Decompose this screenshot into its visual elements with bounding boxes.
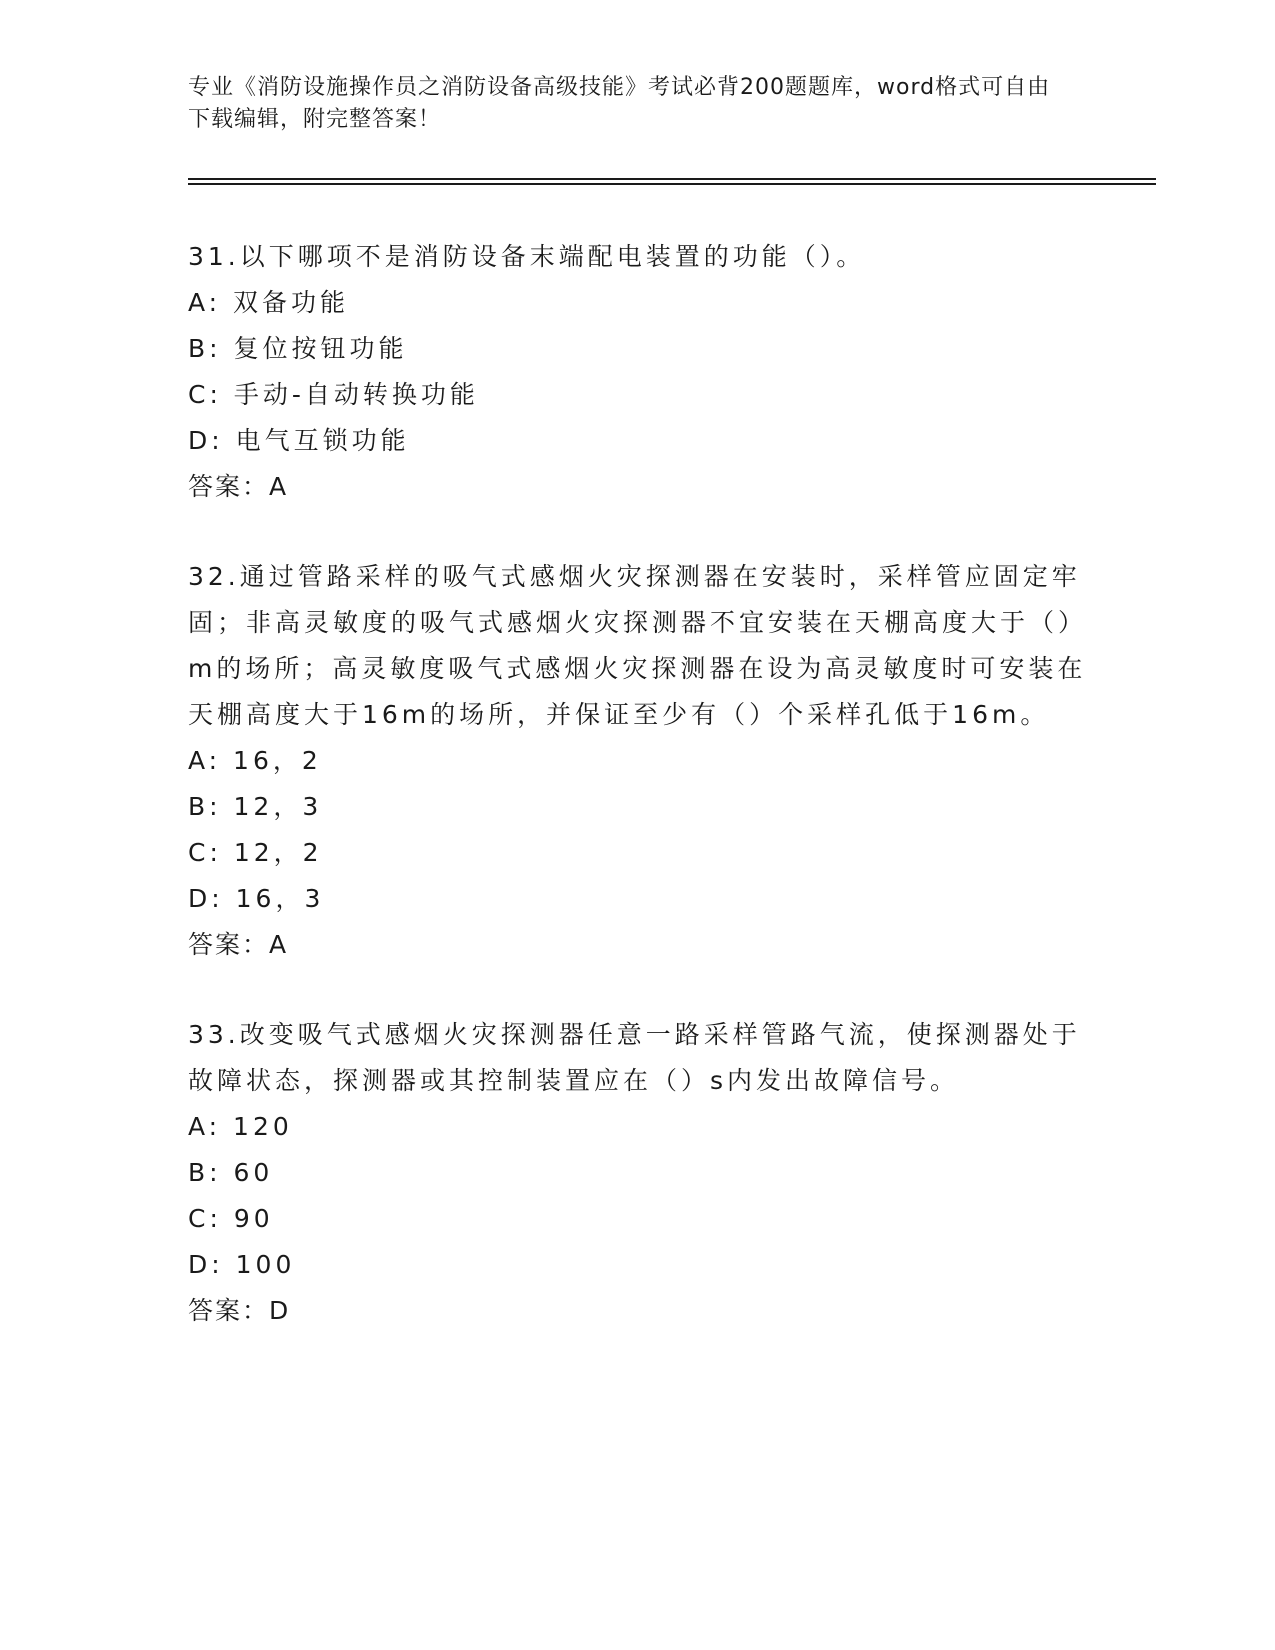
option-text: 12，3 — [233, 792, 323, 821]
option-text: 60 — [233, 1158, 274, 1187]
option-key: C: — [188, 1204, 222, 1233]
option-key: D: — [188, 426, 224, 455]
question-text: 以下哪项不是消防设备末端配电装置的功能（）。 — [239, 242, 866, 271]
option-a — [188, 1104, 1088, 1150]
option-b — [188, 784, 1088, 830]
option-a — [188, 738, 1088, 784]
option-text: 90 — [233, 1204, 274, 1233]
question-number: 33. — [188, 1020, 240, 1049]
option-text: 120 — [233, 1112, 293, 1141]
question-text: 改变吸气式感烟火灾探测器任意一路采样管路气流，使探测器处于故障状态，探测器或其控制装置应在（）s内发出故障信号。 — [188, 1020, 1081, 1095]
answer-line: 答案：A — [188, 930, 289, 959]
option-c — [188, 830, 1088, 876]
option-text: 16，2 — [233, 746, 322, 775]
question-number: 32. — [188, 562, 240, 591]
option-text: 电气互锁功能 — [235, 426, 410, 455]
option-c — [188, 1196, 1088, 1242]
option-text: 复位按钮功能 — [233, 334, 408, 363]
option-key: D: — [188, 1250, 224, 1279]
option-key: A: — [188, 746, 222, 775]
option-key: D: — [188, 884, 224, 913]
option-b — [188, 1150, 1088, 1196]
header-divider-top — [188, 178, 1156, 180]
question-31 — [188, 234, 1088, 510]
answer-line: 答案：D — [188, 1296, 291, 1325]
header-text: 专业《消防设施操作员之消防设备高级技能》考试必背200题题库，word格式可自由下载编辑，附完整答案！ — [188, 75, 1051, 132]
option-text: 手动-自动转换功能 — [233, 380, 479, 409]
option-d — [188, 1242, 1088, 1288]
option-key: B: — [188, 334, 222, 363]
option-text: 双备功能 — [233, 288, 350, 317]
option-d — [188, 876, 1088, 922]
option-d — [188, 418, 1088, 464]
option-b — [188, 326, 1088, 372]
option-a — [188, 280, 1088, 326]
option-key: A: — [188, 1112, 222, 1141]
option-text: 100 — [235, 1250, 296, 1279]
option-key: C: — [188, 380, 222, 409]
option-key: A: — [188, 288, 222, 317]
option-c — [188, 372, 1088, 418]
question-stem — [188, 1012, 1088, 1104]
question-text: 通过管路采样的吸气式感烟火灾探测器在安装时，采样管应固定牢固；非高灵敏度的吸气式感烟火灾探测器不宜安装在天棚高度大于（）m的场所；高灵敏度吸气式感烟火灾探测器在设为高灵敏度时可安装在天棚高度大于16m的场所，并保证至少有（）个采样孔低于16m。 — [188, 562, 1088, 729]
answer-line: 答案：A — [188, 472, 289, 501]
question-33 — [188, 1012, 1088, 1334]
option-text: 16，3 — [235, 884, 325, 913]
document-header — [188, 72, 1068, 136]
option-text: 12，2 — [233, 838, 323, 867]
header-divider-bottom — [188, 183, 1156, 185]
question-number: 31. — [188, 242, 240, 271]
question-32 — [188, 554, 1088, 968]
option-key: C: — [188, 838, 222, 867]
question-stem — [188, 234, 1088, 280]
option-key: B: — [188, 1158, 222, 1187]
option-key: B: — [188, 792, 222, 821]
question-stem — [188, 554, 1088, 738]
